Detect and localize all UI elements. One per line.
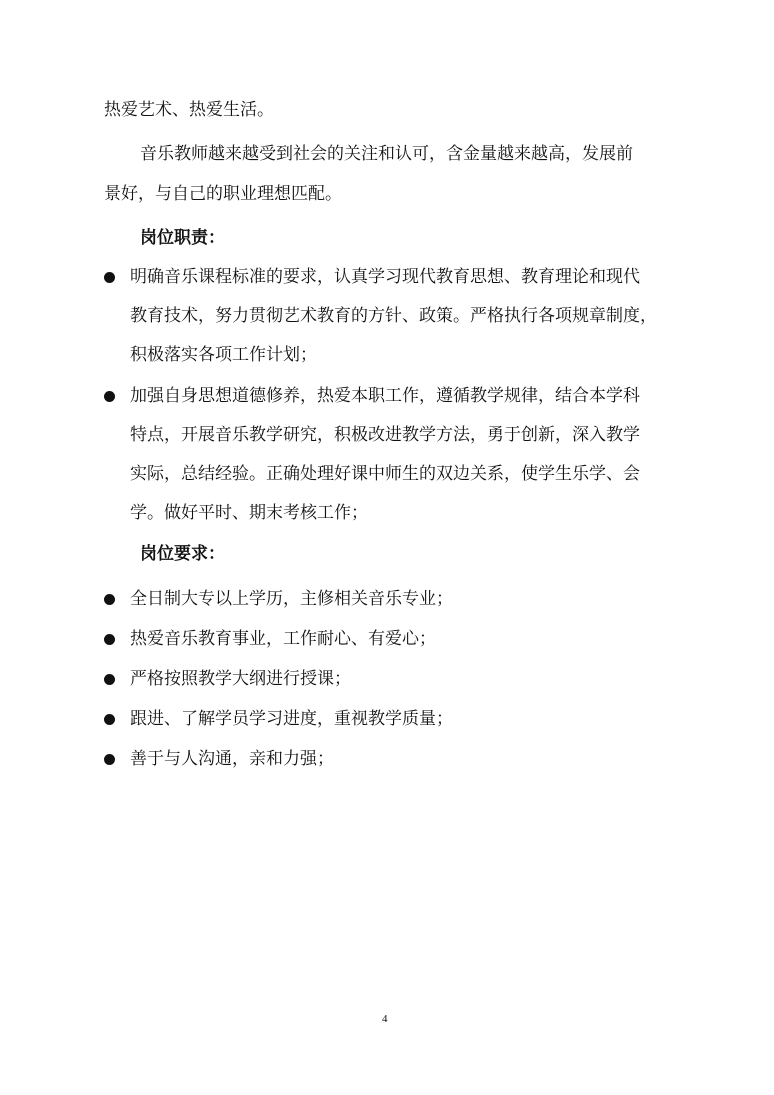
responsibility-line: 实际，总结经验。正确处理好课中师生的双边关系，使学生乐学、会 [130,464,640,484]
responsibility-line: 明确音乐课程标准的要求，认真学习现代教育思想、教育理论和现代 [130,267,640,287]
intro-paragraph-line-2: 景好，与自己的职业理想匹配。 [104,184,342,204]
bullet-icon [104,674,115,685]
requirement-text: 全日制大专以上学历，主修相关音乐专业； [130,589,453,609]
requirement-item [104,626,684,656]
responsibility-text [130,377,680,533]
requirement-item [104,586,684,616]
bullet-icon [104,272,115,283]
bullet-icon [104,634,115,645]
responsibility-line: 教育技术，努力贯彻艺术教育的方针、政策。严格执行各项规章制度， [130,306,657,326]
responsibility-line: 学。做好平时、期末考核工作； [130,503,368,523]
section-heading-requirements: 岗位要求： [140,544,225,564]
requirement-item [104,746,684,776]
intro-line: 热爱艺术、热爱生活。 [104,100,274,120]
requirement-text: 善于与人沟通，亲和力强； [130,749,334,769]
requirement-text: 严格按照教学大纲进行授课； [130,669,351,689]
responsibility-text [130,258,680,375]
section-heading-responsibilities: 岗位职责： [140,228,225,248]
responsibility-item [104,258,684,375]
responsibility-line: 加强自身思想道德修养，热爱本职工作，遵循教学规律，结合本学科 [130,386,640,406]
bullet-icon [104,714,115,725]
requirement-item [104,706,684,736]
responsibility-line: 积极落实各项工作计划； [130,345,317,365]
requirement-text: 跟进、了解学员学习进度，重视教学质量； [130,709,453,729]
bullet-icon [104,594,115,605]
responsibility-item [104,377,684,533]
responsibility-line: 特点，开展音乐教学研究，积极改进教学方法，勇于创新，深入教学 [130,425,640,445]
bullet-icon [104,391,115,402]
bullet-icon [104,754,115,765]
requirement-item [104,666,684,696]
requirement-text: 热爱音乐教育事业，工作耐心、有爱心； [130,629,436,649]
intro-paragraph-line-1: 音乐教师越来越受到社会的关注和认可，含金量越来越高，发展前 [140,144,633,164]
page-number: 4 [382,1013,388,1025]
